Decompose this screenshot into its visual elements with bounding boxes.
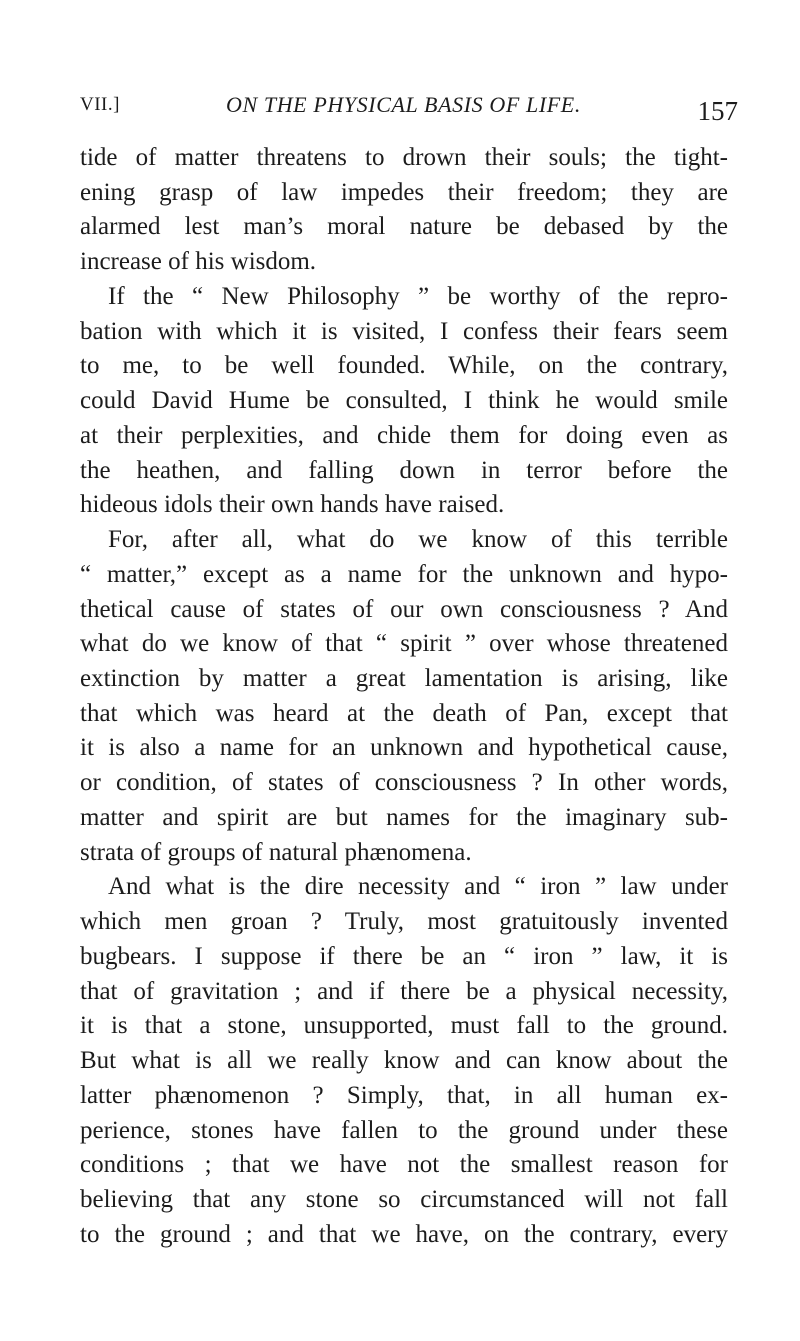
text-line: ening grasp of law impedes their freedom; they are — [80, 178, 728, 206]
text-line: could David Hume be consulted, I think he would smile — [80, 387, 728, 415]
text-line: matter and spirit are but names for the imaginary sub- — [80, 803, 728, 831]
text-line: increase of his wisdom. — [80, 248, 317, 276]
running-head — [80, 86, 738, 126]
text-line: And what is the dire necessity and “ iron ” law under — [108, 873, 728, 901]
text-line: the heathen, and falling down in terror before the — [80, 456, 728, 484]
text-line: what do we know of that “ spirit ” over whose threatened — [80, 630, 728, 658]
text-line: alarmed lest man’s moral nature be debased by the — [80, 213, 728, 241]
text-line: which men groan ? Truly, most gratuitously invented — [80, 908, 728, 936]
page-number: 157 — [697, 96, 738, 126]
text-line: at their perplexities, and chide them for doing even as — [80, 421, 728, 449]
text-line: to the ground ; and that we have, on the contrary, every — [80, 1220, 728, 1248]
text-line: conditions ; that we have not the smallest reason for — [80, 1151, 728, 1179]
text-line: For, after all, what do we know of this terrible — [108, 526, 728, 554]
text-line: thetical cause of states of our own consciousness ? And — [80, 595, 728, 623]
text-line: believing that any stone so circumstanced will not fall — [80, 1186, 728, 1214]
chapter-number: VII.] — [80, 94, 120, 115]
text-line: “ matter,” except as a name for the unknown and hypo- — [80, 560, 728, 588]
text-line: If the “ New Philosophy ” be worthy of the repro- — [108, 282, 728, 310]
text-line: it is that a stone, unsupported, must fall to the ground. — [80, 1012, 728, 1040]
text-line: latter phænomenon ? Simply, that, in all human ex- — [80, 1081, 728, 1109]
text-line: But what is all we really know and can know about the — [80, 1047, 728, 1075]
text-line: that which was heard at the death of Pan, except that — [80, 699, 728, 727]
text-line: strata of groups of natural phænomena. — [80, 838, 472, 866]
text-line: extinction by matter a great lamentation is arising, like — [80, 665, 728, 693]
text-line: hideous idols their own hands have raised. — [80, 491, 505, 519]
text-line: it is also a name for an unknown and hypothetical cause, — [80, 734, 728, 762]
text-line: to me, to be well founded. While, on the contrary, — [80, 352, 728, 380]
text-line: that of gravitation ; and if there be a physical necessity, — [80, 977, 728, 1005]
body-text — [80, 141, 728, 1253]
text-line: or condition, of states of consciousness ? In other words, — [80, 769, 728, 797]
text-line: bation with which it is visited, I confess their fears seem — [80, 317, 728, 345]
text-line: perience, stones have fallen to the ground under these — [80, 1116, 728, 1144]
running-title: ON THE PHYSICAL BASIS OF LIFE. — [226, 92, 581, 117]
text-line: tide of matter threatens to drown their souls; the tight- — [80, 144, 728, 171]
text-line: bugbears. I suppose if there be an “ iron ” law, it is — [80, 942, 728, 970]
